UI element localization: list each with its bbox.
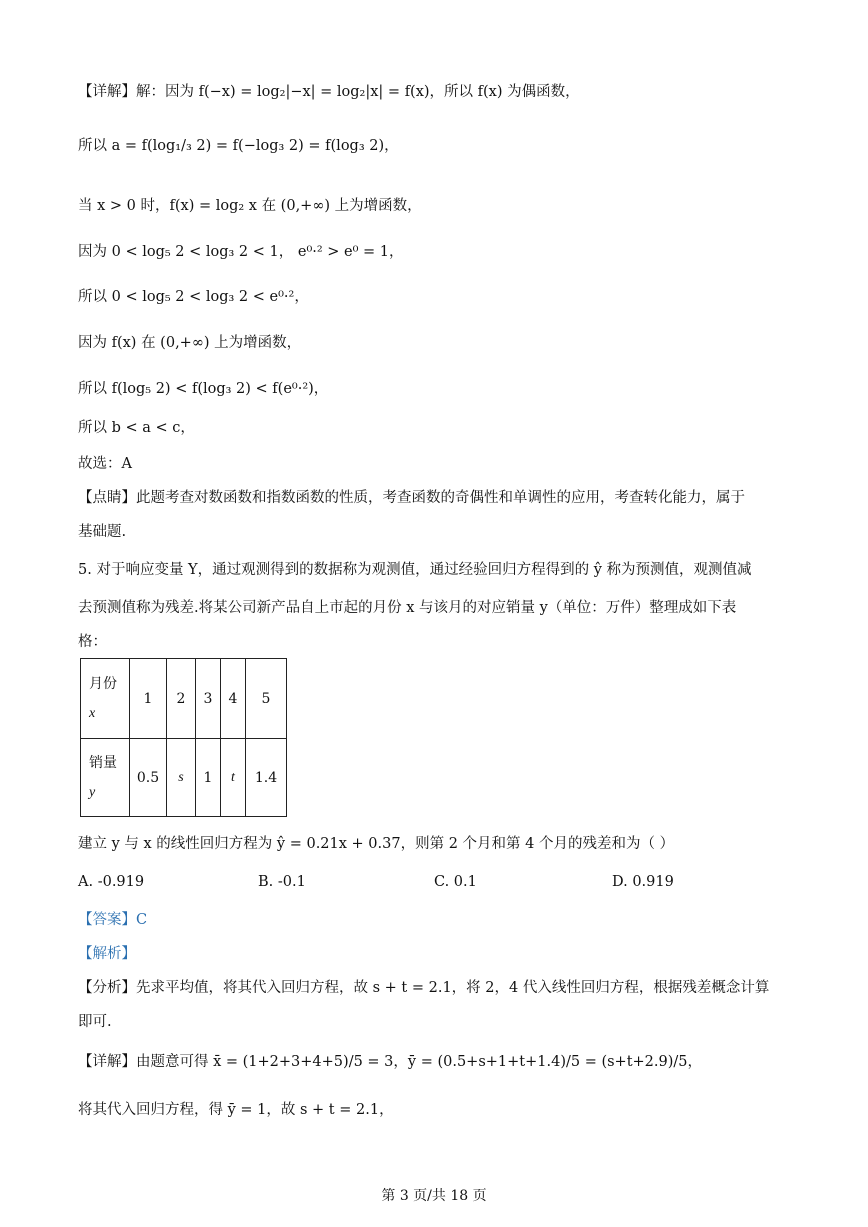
answer-label: 【答案】C xyxy=(78,912,148,928)
table-header-cell: 月份 x xyxy=(81,659,130,739)
table-cell: 2 xyxy=(167,659,196,739)
table-cell: 0.5 xyxy=(130,739,167,817)
solution-line-1: 【详解】解：因为 f(−x) = log₂|−x| = log₂|x| = f(x)，所以 f(x) 为偶函数， xyxy=(78,84,580,100)
solution-line-3: 当 x > 0 时，f(x) = log₂ x 在 (0,+∞) 上为增函数， xyxy=(78,198,422,214)
table-cell: t xyxy=(221,739,246,817)
analysis-line-1: 【分析】先求平均值，将其代入回归方程，故 s + t = 2.1，将 2，4 代入线性回归方程，根据残差概念计算 xyxy=(78,980,770,996)
table-header-cell: 销量 y xyxy=(81,739,130,817)
question-5-line-2: 去预测值称为残差.将某公司新产品自上市起的月份 x 与该月的对应销量 y（单位：万件）整理成如下表 xyxy=(78,600,737,616)
option-c: C. 0.1 xyxy=(434,874,477,890)
question-5-line-3: 格： xyxy=(78,634,107,650)
solution-line-8: 所以 b < a < c， xyxy=(78,420,195,436)
page-footer: 第 3 页/共 18 页 xyxy=(381,1188,487,1204)
solution-line-7: 所以 f(log₅ 2) < f(log₃ 2) < f(e⁰·²)， xyxy=(78,381,329,397)
detail-line-2: 将其代入回归方程，得 ȳ = 1，故 s + t = 2.1， xyxy=(78,1102,394,1118)
answer-choice-line: 故选：A xyxy=(78,456,132,472)
data-table xyxy=(80,658,287,817)
question-5-stem: 建立 y 与 x 的线性回归方程为 ŷ = 0.21x + 0.37，则第 2 个月和第 4 个月的残差和为（ ） xyxy=(78,836,675,852)
solution-line-5: 所以 0 < log₅ 2 < log₃ 2 < e⁰·²， xyxy=(78,289,309,305)
option-d: D. 0.919 xyxy=(612,874,674,890)
table-cell: 5 xyxy=(246,659,287,739)
question-5-line-1: 5. 对于响应变量 Y，通过观测得到的数据称为观测值，通过经验回归方程得到的 ŷ 称为预测值，观测值减 xyxy=(78,562,752,578)
table-cell: 1.4 xyxy=(246,739,287,817)
solution-line-4: 因为 0 < log₅ 2 < log₃ 2 < 1， e⁰·² > e⁰ = 1， xyxy=(78,244,404,260)
detail-line-1: 【详解】由题意可得 x̄ = (1+2+3+4+5)/5 = 3，ȳ = (0.5+s+1+t+1.4)/5 = (s+t+2.9)/5， xyxy=(78,1054,703,1070)
comment-line-1: 【点睛】此题考查对数函数和指数函数的性质，考查函数的奇偶性和单调性的应用，考查转化能力，属于 xyxy=(78,490,745,506)
table-row xyxy=(81,659,287,739)
table-cell: s xyxy=(167,739,196,817)
table-cell: 3 xyxy=(196,659,221,739)
option-b: B. -0.1 xyxy=(258,874,306,890)
solution-line-2: 所以 a = f(log₁/₃ 2) = f(−log₃ 2) = f(log₃ 2)， xyxy=(78,138,399,154)
table-row xyxy=(81,739,287,817)
table-cell: 4 xyxy=(221,659,246,739)
option-a: A. -0.919 xyxy=(78,874,145,890)
comment-line-2: 基础题. xyxy=(78,524,127,540)
table-cell: 1 xyxy=(196,739,221,817)
analysis-line-2: 即可. xyxy=(78,1014,112,1030)
solution-line-6: 因为 f(x) 在 (0,+∞) 上为增函数， xyxy=(78,335,302,351)
analysis-label: 【解析】 xyxy=(78,946,136,962)
table-cell: 1 xyxy=(130,659,167,739)
